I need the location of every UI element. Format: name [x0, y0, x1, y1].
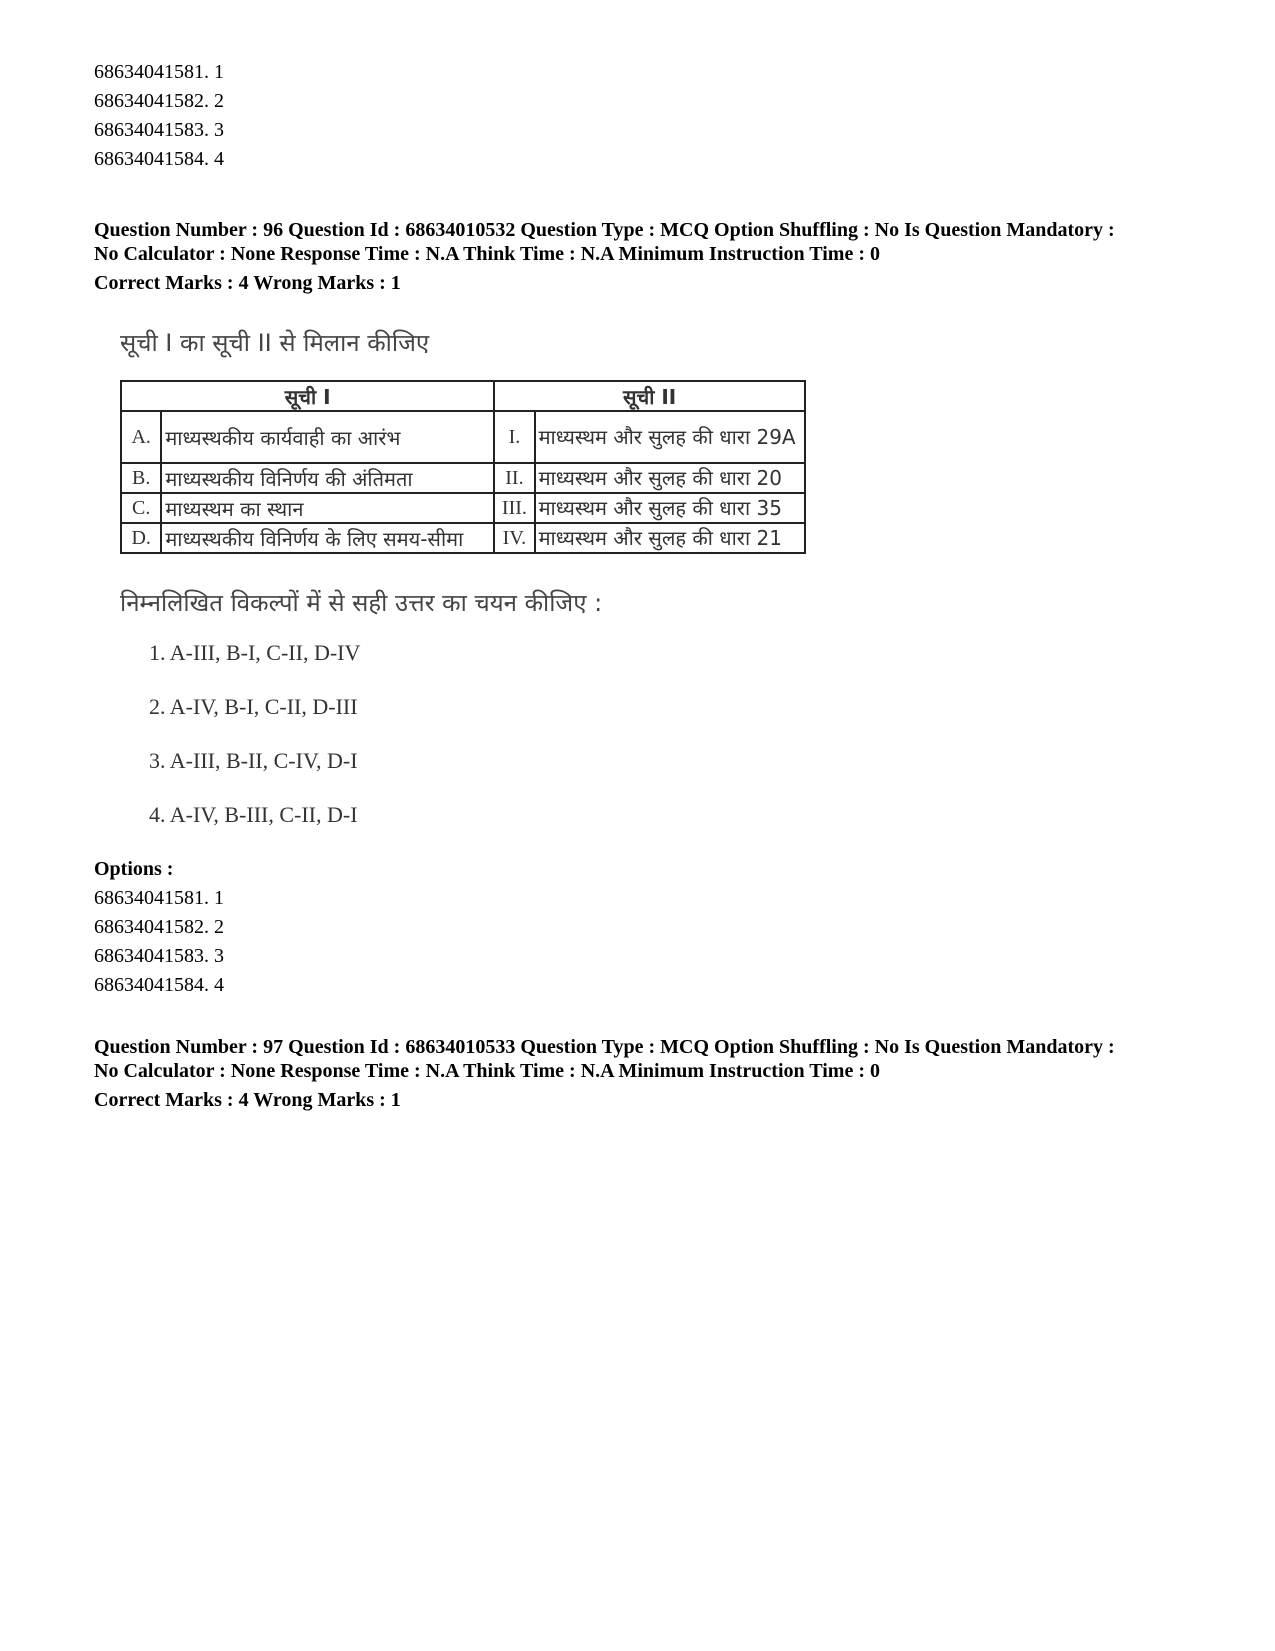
row-item: माध्यस्थम और सुलह की धारा 21 — [535, 523, 805, 553]
choice-2: 2. A-IV, B-I, C-II, D-III — [149, 694, 358, 719]
col1-header: सूची I — [121, 381, 494, 411]
q96-marks: Correct Marks : 4 Wrong Marks : 1 — [94, 272, 401, 294]
option-2: 68634041582. 2 — [94, 916, 224, 938]
row-item: माध्यस्थम और सुलह की धारा 20 — [535, 463, 805, 493]
row-item: माध्यस्थम का स्थान — [161, 493, 494, 523]
match-table-header — [121, 381, 805, 411]
row-item: माध्यस्थकीय कार्यवाही का आरंभ — [161, 411, 494, 463]
q96-instruction: निम्नलिखित विकल्पों में से सही उत्तर का चयन कीजिए : — [120, 589, 603, 617]
q97-marks: Correct Marks : 4 Wrong Marks : 1 — [94, 1089, 401, 1111]
table-row — [121, 523, 805, 553]
row-label: C. — [121, 493, 161, 523]
q97-header-line1: Question Number : 97 Question Id : 68634010533 Question Type : MCQ Option Shuffling : No Is Question Mandatory : — [94, 1036, 1115, 1058]
row-item: माध्यस्थकीय विनिर्णय के लिए समय-सीमा — [161, 523, 494, 553]
prev-option-2: 68634041582. 2 — [94, 90, 224, 112]
q96-header-line2: No Calculator : None Response Time : N.A Think Time : N.A Minimum Instruction Time : 0 — [94, 243, 880, 265]
table-row — [121, 493, 805, 523]
q97-header-line2: No Calculator : None Response Time : N.A Think Time : N.A Minimum Instruction Time : 0 — [94, 1060, 880, 1082]
row-label: A. — [121, 411, 161, 463]
table-row — [121, 463, 805, 493]
prev-option-3: 68634041583. 3 — [94, 119, 224, 141]
row-label: IV. — [494, 523, 534, 553]
option-4: 68634041584. 4 — [94, 974, 224, 996]
option-3: 68634041583. 3 — [94, 945, 224, 967]
row-label: I. — [494, 411, 534, 463]
q96-header-line1: Question Number : 96 Question Id : 68634010532 Question Type : MCQ Option Shuffling : No Is Question Mandatory : — [94, 219, 1115, 241]
prev-option-1: 68634041581. 1 — [94, 61, 224, 83]
options-label: Options : — [94, 858, 174, 880]
q96-title: सूची I का सूची II से मिलान कीजिए — [120, 329, 430, 357]
option-1: 68634041581. 1 — [94, 887, 224, 909]
row-label: II. — [494, 463, 534, 493]
row-item: माध्यस्थम और सुलह की धारा 35 — [535, 493, 805, 523]
table-row — [121, 411, 805, 463]
match-table — [120, 380, 806, 554]
row-item: माध्यस्थम और सुलह की धारा 29A — [535, 411, 805, 463]
row-item: माध्यस्थकीय विनिर्णय की अंतिमता — [161, 463, 494, 493]
row-label: D. — [121, 523, 161, 553]
col2-header: सूची II — [494, 381, 805, 411]
choice-1: 1. A-III, B-I, C-II, D-IV — [149, 640, 361, 665]
row-label: B. — [121, 463, 161, 493]
row-label: III. — [494, 493, 534, 523]
choice-3: 3. A-III, B-II, C-IV, D-I — [149, 748, 358, 773]
prev-option-4: 68634041584. 4 — [94, 148, 224, 170]
choice-4: 4. A-IV, B-III, C-II, D-I — [149, 802, 358, 827]
